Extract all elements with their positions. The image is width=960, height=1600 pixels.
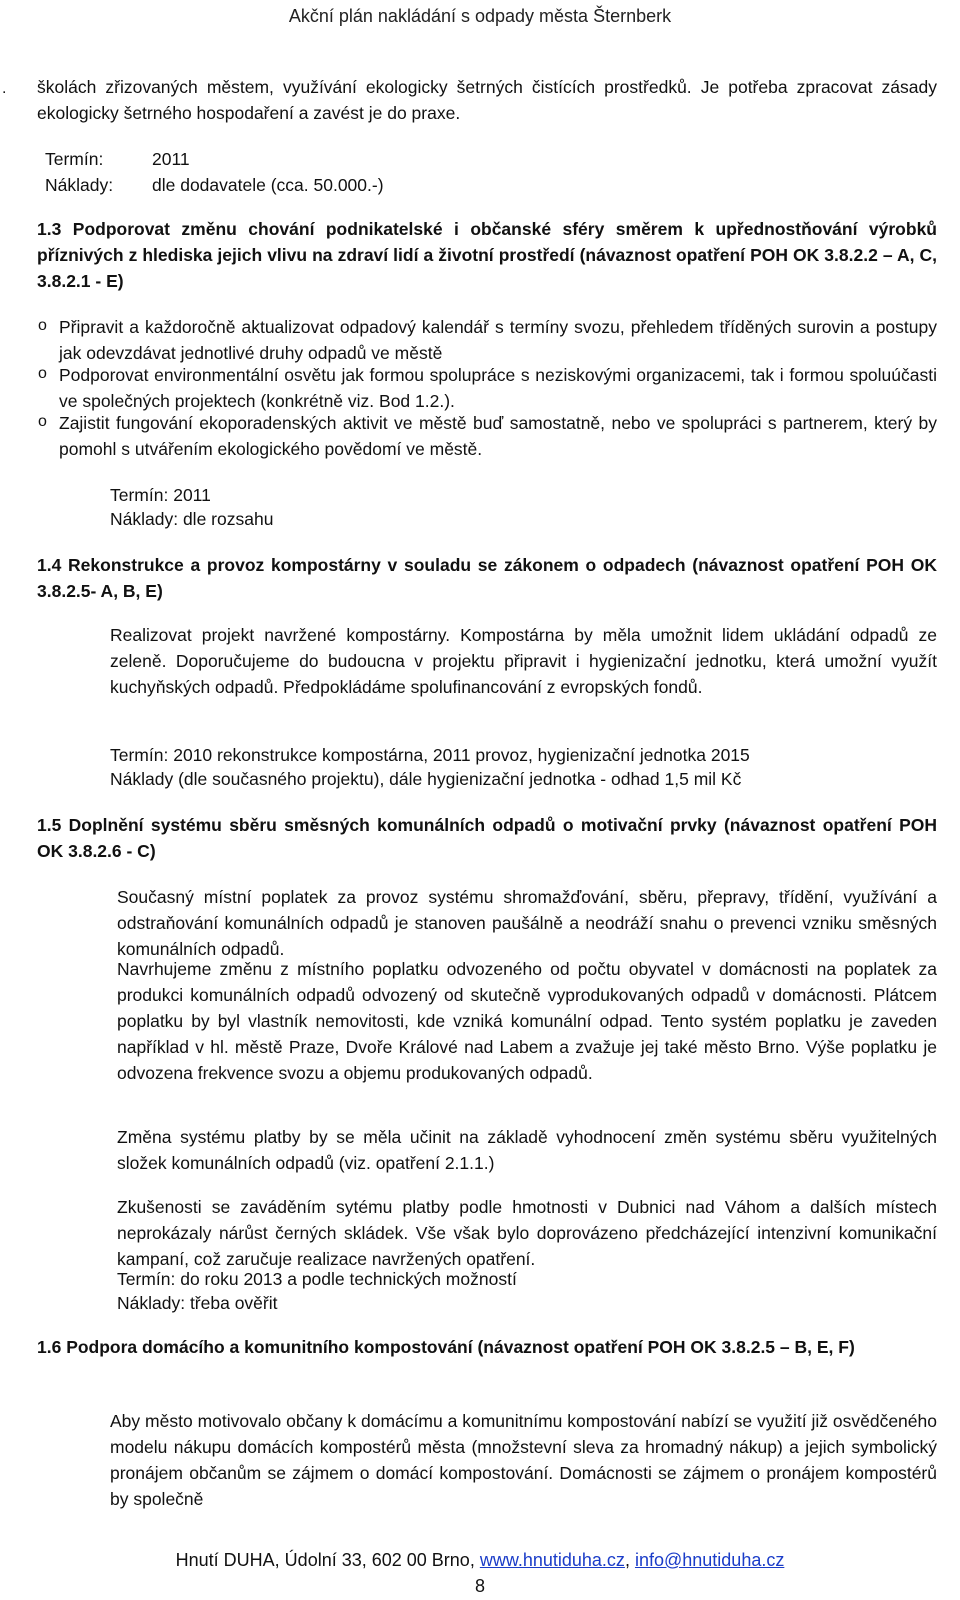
footer-web-link[interactable]: www.hnutiduha.cz xyxy=(479,1550,625,1570)
list-item: Podporovat environmentální osvětu jak formou spolupráce s neziskovými organizacemi, tak i formou spoluúčasti ve společných projektech (konkrétně viz. Bod 1.2.). xyxy=(59,365,937,411)
naklady-value: dle dodavatele (cca. 50.000.-) xyxy=(152,175,384,195)
list-item: Zajistit fungování ekoporadenských aktivit ve městě buď samostatně, nebo ve spolupráci s partnerem, který by pomohl s utvářením ekologického povědomí ve městě. xyxy=(59,413,937,459)
intro-naklady xyxy=(45,172,384,198)
bullet-marker: o xyxy=(38,365,47,382)
termin-label: Termín: xyxy=(45,149,104,169)
intro-paragraph: školách zřizovaných městem, využívání ekologicky šetrných čistících prostředků. Je potřeba zpracovat zásady ekologicky šetrného hospodaření a zavést je do praxe. xyxy=(37,77,937,123)
section-1-5-termin: Termín: do roku 2013 a podle technických možností xyxy=(117,1269,517,1289)
list-item: Připravit a každoročně aktualizovat odpadový kalendář s termíny svozu, přehledem tříděných surovin a postupy jak odevzdávat jednotlivé druhy odpadů ve městě xyxy=(59,317,937,363)
page-number: 8 xyxy=(474,1576,485,1596)
section-1-5-paragraph-2: Navrhujeme změnu z místního poplatku odvozeného od počtu obyvatel v domácnosti na poplatek za produkci komunálních odpadů odvozený od skutečně vyprodukovaných odpadů v domácnosti. Plátcem poplatku by byl vlastník nemovitosti, kde vzniká komunální odpad. Tento systém poplatku je zaveden například v hl. městě Praze, Dvoře Králové nad Labem a zvažuje jej také město Brno. Výše poplatku je odvozena frekvence svozu a objemu produkovaných odpadů. xyxy=(117,959,937,1083)
section-1-4-termin: Termín: 2010 rekonstrukce kompostárna, 2011 provoz, hygienizační jednotka 2015 xyxy=(110,745,750,765)
section-1-3-heading: 1.3 Podporovat změnu chování podnikatelské i občanské sféry směrem k upřednostňování výrobků příznivých z hlediska jejich vlivu na zdraví lidí a životní prostředí (návaznost opatření POH OK 3.8.2.2 – A, C, 3.8.2.1 - E) xyxy=(37,219,937,291)
footer-separator: , xyxy=(624,1550,630,1570)
section-1-4-heading: 1.4 Rekonstrukce a provoz kompostárny v souladu se zákonem o odpadech (návaznost opatření POH OK 3.8.2.5- A, B, E) xyxy=(37,555,937,601)
intro-termin xyxy=(45,146,190,172)
section-1-5-paragraph-4: Zkušenosti se zaváděním sytému platby podle hmotnosti v Dubnici nad Váhom a dalších místech neprokázaly nárůst černých skládek. Vše však bylo doprovázeno předcházející intenzivní komunikační kampaní, což zaručuje realizace navržených opatření. xyxy=(117,1197,937,1269)
section-1-3-termin: Termín: 2011 xyxy=(110,485,211,505)
bullet-marker: o xyxy=(38,413,47,430)
footer-email-link[interactable]: info@hnutiduha.cz xyxy=(634,1550,785,1570)
section-1-5-paragraph-3: Změna systému platby by se měla učinit na základě vyhodnocení změn systému sběru využitelných složek komunálních odpadů (viz. opatření 2.1.1.) xyxy=(117,1127,937,1173)
termin-value: 2011 xyxy=(152,149,190,169)
section-1-5-heading: 1.5 Doplnění systému sběru směsných komunálních odpadů o motivační prvky (návaznost opatření POH OK 3.8.2.6 - C) xyxy=(37,815,937,861)
footer-address: Hnutí DUHA, Údolní 33, 602 00 Brno, xyxy=(175,1550,475,1570)
section-1-4-paragraph: Realizovat projekt navržené kompostárny. Kompostárna by měla umožnit lidem ukládání odpadů ze zeleně. Doporučujeme do budoucna v projektu připravit i hygienizační jednotku, která umožní využít kuchyňských odpadů. Předpokládáme spolufinancování z evropských fondů. xyxy=(110,625,937,697)
section-1-6-heading: 1.6 Podpora domácího a komunitního kompostování (návaznost opatření POH OK 3.8.2.5 – B, E, F) xyxy=(37,1337,855,1357)
margin-mark: . xyxy=(2,80,7,97)
bullet-marker: o xyxy=(38,317,47,334)
section-1-5-naklady: Náklady: třeba ověřit xyxy=(117,1293,278,1313)
section-1-5-paragraph-1: Současný místní poplatek za provoz systému shromažďování, sběru, přepravy, třídění, využívání a odstraňování komunálních odpadů je stanoven paušálně a neodráží snahu o prevenci vzniku směsných komunálních odpadů. xyxy=(117,887,937,959)
naklady-label: Náklady: xyxy=(45,175,114,195)
section-1-6-paragraph: Aby město motivovalo občany k domácímu a komunitnímu kompostování nabízí se využití již osvědčeného modelu nákupu domácích kompostérů města (množstevní sleva za hromadný nákup) a jejich symbolický pronájem občanům se zájmem o domácí kompostování. Domácnosti se zájmem o pronájem kompostérů by společně xyxy=(110,1411,937,1509)
section-1-3-naklady: Náklady: dle rozsahu xyxy=(110,509,274,529)
page-header: Akční plán nakládání s odpady města Šternberk xyxy=(288,6,672,26)
section-1-4-naklady: Náklady (dle současného projektu), dále hygienizační jednotka - odhad 1,5 mil Kč xyxy=(110,769,742,789)
page-footer xyxy=(0,1550,960,1571)
